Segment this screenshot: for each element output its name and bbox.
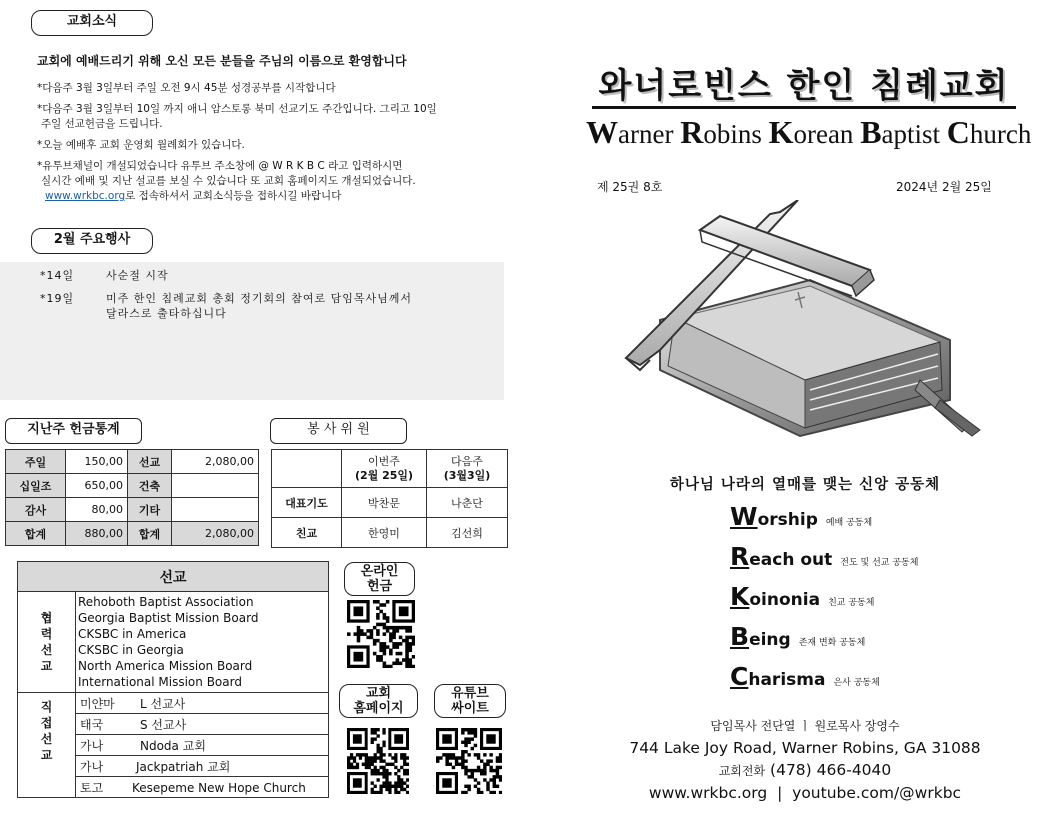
missions-title: 선교 xyxy=(18,562,329,592)
event-date xyxy=(40,306,106,321)
news-item: *다음주 3월 3일부터 10일 까지 애니 암스토롱 북미 선교기도 주간입니다. 그리고 10일 xyxy=(37,103,437,115)
issue-date: 2024년 2월 25일 xyxy=(896,180,992,194)
offering-label: 선교 xyxy=(128,450,172,474)
col-next-date: (3월3일) xyxy=(443,468,491,482)
role-label: 대표기도 xyxy=(272,488,342,518)
role-label: 친교 xyxy=(272,518,342,548)
event-text: 달라스로 출타하십니다 xyxy=(106,307,227,320)
offering-value: 650,00 xyxy=(66,474,128,498)
news-item: 실시간 예배 및 지난 설교를 보실 수 있습니다 또 교회 홈페이지도 개설되었습니다. xyxy=(41,175,416,187)
missionary: Kesepeme New Hope Church xyxy=(132,780,306,795)
offering-label: 주일 xyxy=(6,450,66,474)
qr-youtube-label: 유튜브 싸이트 xyxy=(434,684,506,718)
col-next-week xyxy=(427,450,508,488)
list-item: CKSBC in Georgia xyxy=(78,643,184,657)
missionary: Ndoda 교회 xyxy=(140,738,206,753)
event-text: 사순절 시작 xyxy=(106,269,169,282)
server-name: 박찬문 xyxy=(342,488,427,518)
news-title: 교회소식 xyxy=(31,10,153,36)
event-text: 미주 한인 침례교회 총회 정기회의 참여로 담임목사님께서 xyxy=(106,292,413,305)
table-row xyxy=(6,522,259,546)
event-row xyxy=(40,306,495,321)
missionary: Jackpatriah 교회 xyxy=(136,759,231,774)
table-row xyxy=(272,488,508,518)
list-item: Rehoboth Baptist Association xyxy=(78,595,254,609)
list-item: Georgia Baptist Mission Board xyxy=(78,611,259,625)
website-link[interactable]: www.wrkbc.org xyxy=(45,190,126,202)
coop-label-text: 협력선교 xyxy=(40,611,53,673)
offering-value: 80,00 xyxy=(66,498,128,522)
event-row xyxy=(40,291,495,306)
direct-label-text: 직접선교 xyxy=(40,700,53,762)
servers-title: 봉 사 위 원 xyxy=(270,418,407,444)
coop-list xyxy=(76,592,329,693)
value-being: B eing 존재 변화 공동체 xyxy=(730,622,866,651)
direct-item xyxy=(76,693,329,714)
church-title-english: Warner Robins Korean Baptist Church xyxy=(586,114,1032,150)
table-row xyxy=(6,450,259,474)
qr-code-online[interactable] xyxy=(347,600,415,668)
server-name: 나춘단 xyxy=(427,488,508,518)
value-koinonia: K oinonia 친교 공동체 xyxy=(730,582,875,611)
address-line: 744 Lake Joy Road, Warner Robins, GA 31088 xyxy=(629,739,981,757)
youtube-text[interactable]: youtube.com/@wrkbc xyxy=(792,784,962,802)
empty-cell xyxy=(272,450,342,488)
table-row xyxy=(272,450,508,488)
church-motto: 하나님 나라의 열매를 맺는 신앙 공동체 xyxy=(669,477,941,493)
offering-label: 건축 xyxy=(128,474,172,498)
value-worship: W orship 예배 공동체 xyxy=(730,502,873,531)
qr-code-youtube[interactable] xyxy=(436,728,502,794)
direct-label xyxy=(18,693,76,798)
news-item: 주일 선교헌금을 드립니다. xyxy=(41,118,163,130)
volume-number: 제 25권 8호 xyxy=(597,180,663,194)
table-row xyxy=(272,518,508,548)
missions-table xyxy=(17,561,329,798)
direct-item xyxy=(76,714,329,735)
qr-online-label: 온라인 헌금 xyxy=(344,562,415,596)
qr-code-homepage[interactable] xyxy=(347,728,409,794)
col-this-week xyxy=(342,450,427,488)
list-item: CKSBC in America xyxy=(78,627,187,641)
contact-block xyxy=(610,715,1000,804)
welcome-text: 교회에 예배드리기 위해 오신 모든 분들을 주님의 이름으로 환영합니다 xyxy=(37,54,407,68)
offering-label: 기타 xyxy=(128,498,172,522)
col-next-label: 다음주 xyxy=(451,454,483,468)
offering-value: 2,080,00 xyxy=(172,450,259,474)
offering-title: 지난주 헌금통계 xyxy=(5,418,142,444)
news-item: *유투브채널이 개설되었습니다 유투브 주소창에 @ W R K B C 라고 입력하시면 xyxy=(37,160,403,172)
country: 태국 xyxy=(80,717,104,732)
offering-value: 2,080,00 xyxy=(172,522,259,546)
offering-label: 합계 xyxy=(6,522,66,546)
direct-item xyxy=(76,756,329,777)
qr-homepage-label: 교회 홈페이지 xyxy=(339,684,418,718)
pastors-line: 담임목사 전단열 ㅣ 원로목사 장영수 xyxy=(710,719,900,733)
list-item: International Mission Board xyxy=(78,675,242,689)
news-item: *오늘 예배후 교회 운영회 월례회가 있습니다. xyxy=(37,139,245,151)
events-list xyxy=(40,268,495,321)
server-name: 김선희 xyxy=(427,518,508,548)
news-item: *다음주 3월 3일부터 주일 오전 9시 45분 성경공부를 시작합니다 xyxy=(37,82,336,94)
web-line: www.wrkbc.org | youtube.com/@wrkbc xyxy=(648,784,962,802)
country: 미얀마 xyxy=(80,696,115,711)
event-date: *14일 xyxy=(40,269,75,282)
phone-line: 교회전화 (478) 466-4040 xyxy=(718,761,892,779)
coop-label xyxy=(18,592,76,693)
value-charisma: C harisma 은사 공동체 xyxy=(730,662,880,691)
event-date: *19일 xyxy=(40,292,75,305)
offering-label: 합계 xyxy=(128,522,172,546)
event-row xyxy=(40,268,495,283)
title-underline xyxy=(592,106,1016,109)
country: 가나 xyxy=(80,759,104,774)
website-text[interactable]: www.wrkbc.org xyxy=(648,784,768,802)
church-title-korean: 와너로빈스 한인 침례교회 xyxy=(598,66,1010,106)
server-name: 한영미 xyxy=(342,518,427,548)
news-link-line xyxy=(37,189,507,204)
country: 가나 xyxy=(80,738,104,753)
offering-value xyxy=(172,474,259,498)
offering-value xyxy=(172,498,259,522)
table-row xyxy=(6,474,259,498)
table-row xyxy=(6,498,259,522)
missionary: S 선교사 xyxy=(140,717,187,732)
offering-label: 십일조 xyxy=(6,474,66,498)
offering-table xyxy=(5,449,259,546)
offering-value: 880,00 xyxy=(66,522,128,546)
offering-label: 감사 xyxy=(6,498,66,522)
missionary: L 선교사 xyxy=(140,696,186,711)
servers-table xyxy=(271,449,508,548)
table-row xyxy=(18,562,329,592)
cross-bible-illustration xyxy=(620,200,986,442)
core-values-list xyxy=(730,502,918,702)
col-this-label: 이번주 xyxy=(368,454,400,468)
direct-item xyxy=(76,735,329,756)
news-list xyxy=(37,81,507,204)
country: 토고 xyxy=(80,780,104,795)
link-suffix: 로 접속하셔서 교회소식등을 접하시길 바랍니다 xyxy=(125,190,342,202)
offering-value: 150,00 xyxy=(66,450,128,474)
table-row xyxy=(18,592,329,693)
value-reach-out: R each out 전도 및 선교 공동체 xyxy=(730,542,919,571)
col-this-date: (2월 25일) xyxy=(354,468,414,482)
list-item: North America Mission Board xyxy=(78,659,253,673)
direct-item xyxy=(76,777,329,798)
table-row xyxy=(18,693,329,714)
events-title: 2월 주요행사 xyxy=(31,228,153,254)
